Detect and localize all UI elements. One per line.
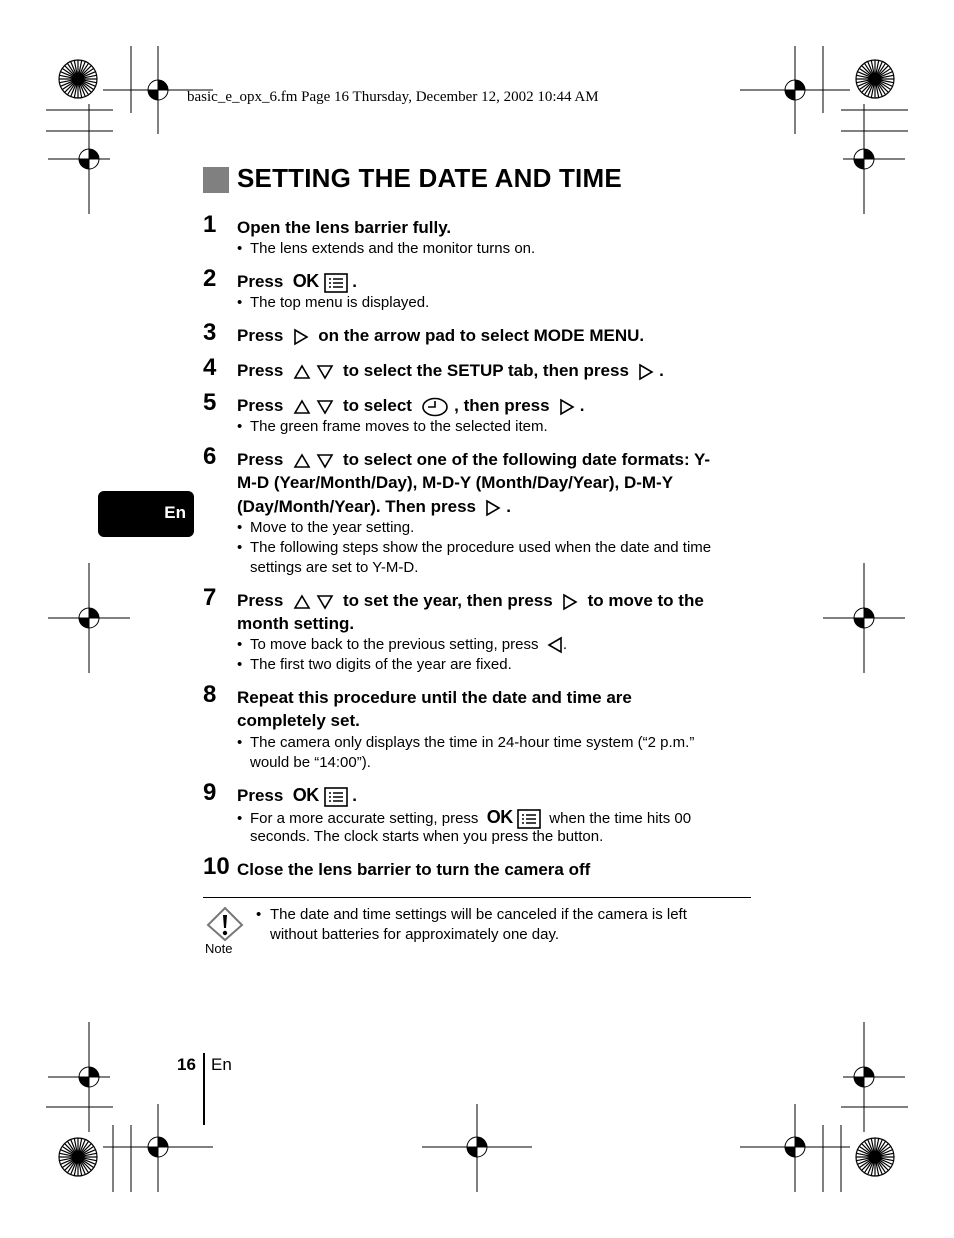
arrow-right-icon [638,363,654,381]
arrow-up-icon [293,399,311,415]
note-label: Note [205,941,233,956]
step-number: 5 [203,389,217,416]
arrow-left-icon [547,636,563,654]
step-text: (Day/Month/Year). Then press . [237,497,511,516]
footer-divider [203,1053,205,1125]
bullet-item: • The first two digits of the year are fixed. [237,656,512,673]
step-number: 1 [203,211,217,238]
step-text: Press on the arrow pad to select MODE MENU. [237,326,645,345]
step-text: Press to select one of the following date formats: Y- [237,450,711,469]
step-number: 6 [203,443,217,470]
bullet-item: • The top menu is displayed. [237,294,430,311]
page-title: SETTING THE DATE AND TIME [237,163,622,193]
section-marker [203,167,229,193]
step-text: Repeat this procedure until the date and time are [237,688,632,707]
step-text: completely set. [237,711,360,730]
arrow-down-icon [316,594,334,610]
step-number: 8 [203,681,217,708]
bullet-continuation: would be “14:00”). [250,754,371,771]
language-tab-label: En [164,503,186,522]
language-tab [98,491,194,537]
step-text: Press OK . [237,271,357,291]
arrow-down-icon [316,453,334,469]
arrow-down-icon [316,364,334,380]
step-text: Open the lens barrier fully. [237,218,452,237]
note-warning-icon [206,906,244,942]
file-header: basic_e_opx_6.fm Page 16 Thursday, December 12, 2002 10:44 AM [187,89,599,105]
bullet-item: • The following steps show the procedure used when the date and time [237,539,712,556]
bullet-continuation: seconds. The clock starts when you press the button. [250,828,604,845]
step-number: 9 [203,779,217,806]
bullet-continuation: settings are set to Y-M-D. [250,559,419,576]
step-number: 3 [203,319,217,346]
note-text: • The date and time settings will be canceled if the camera is left without batteries for approximately one day. [256,906,687,943]
bullet-item: • To move back to the previous setting, press . [237,636,567,653]
step-number: 7 [203,584,217,611]
bullet-item: • The lens extends and the monitor turns on. [237,240,536,257]
step-text: Close the lens barrier to turn the camera off [237,860,591,879]
step-text: Press to set the year, then press to move to the [237,591,704,610]
ok-button-icon: OK [486,807,513,827]
step-text: M-D (Year/Month/Day), M-D-Y (Month/Day/Year), D-M-Y [237,473,674,492]
step-number: 4 [203,354,217,381]
arrow-right-icon [559,398,575,416]
step-text: Press OK . [237,785,357,805]
arrow-up-icon [293,453,311,469]
footer-language: En [211,1055,232,1074]
step-number: 2 [203,265,217,292]
clock-icon [421,397,449,417]
arrow-right-icon [485,499,501,517]
menu-icon [324,273,348,293]
step-text: Press to select the SETUP tab, then press . [237,361,664,380]
arrow-up-icon [293,364,311,380]
arrow-up-icon [293,594,311,610]
ok-button-icon: OK [292,271,319,291]
arrow-right-icon [562,593,578,611]
bullet-item: • The green frame moves to the selected item. [237,418,548,435]
page-number: 16 [177,1055,196,1074]
bullet-item: • The camera only displays the time in 24-hour time system (“2 p.m.” [237,734,695,751]
arrow-right-icon [293,328,309,346]
ok-button-icon: OK [292,785,319,805]
bullet-item: • For a more accurate setting, press OK when the time hits 00 [237,807,691,829]
step-text: Press to select , then press . [237,396,585,415]
step-number: 10 [203,853,230,880]
menu-icon [324,787,348,807]
bullet-item: • Move to the year setting. [237,519,415,536]
arrow-down-icon [316,399,334,415]
step-text: month setting. [237,614,355,633]
divider [203,897,751,898]
